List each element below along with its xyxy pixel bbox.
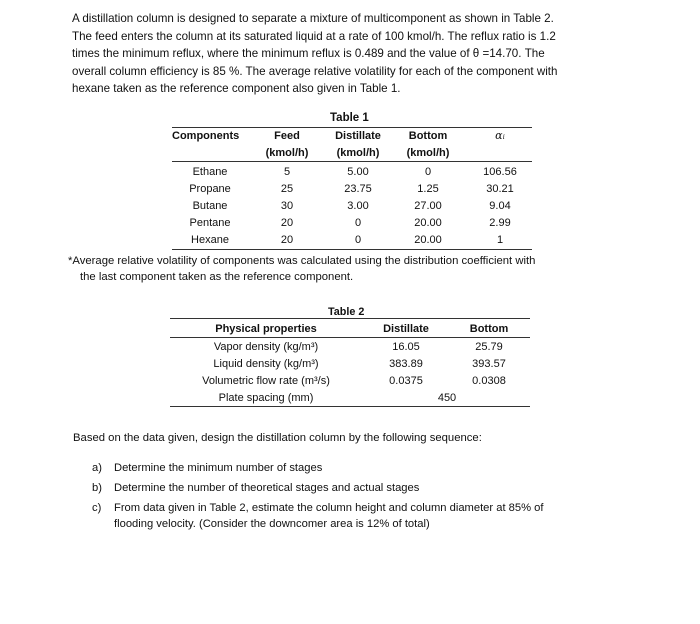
question-text-continued: flooding velocity. (Consider the downcomer area is 12% of total) bbox=[114, 518, 430, 530]
table-2-cell: Plate spacing (mm) bbox=[218, 392, 314, 404]
header-distillate-unit: (kmol/h) bbox=[336, 147, 380, 159]
table-1-cell: 20.00 bbox=[414, 234, 442, 246]
design-intro: Based on the data given, design the distillation column by the following sequence: bbox=[73, 432, 482, 444]
intro-line: hexane taken as the reference component also given in Table 1. bbox=[72, 82, 401, 96]
table-2-cell: 0.0375 bbox=[389, 375, 423, 387]
table-1-cell: 20.00 bbox=[414, 217, 442, 229]
table-1-header-rule bbox=[172, 161, 532, 162]
table-1-cell: 1.25 bbox=[417, 183, 439, 195]
table-1-cell: 5 bbox=[283, 166, 291, 178]
table-1-cell: 5.00 bbox=[347, 166, 369, 178]
table-1-cell: 1 bbox=[496, 234, 504, 246]
intro-line: The feed enters the column at its saturated liquid at a rate of 100 kmol/h. The reflux ratio is 1.2 bbox=[72, 29, 556, 43]
table-1-top-rule bbox=[172, 127, 532, 128]
table-1-cell: Hexane bbox=[191, 234, 229, 246]
table-1-cell: 9.04 bbox=[489, 200, 511, 212]
question-a bbox=[92, 460, 652, 476]
table-1-cell: Pentane bbox=[189, 217, 231, 229]
header-distillate: Distillate bbox=[335, 130, 381, 142]
table-2-cell: 450 bbox=[437, 392, 457, 404]
table-2-bottom-rule bbox=[170, 406, 530, 407]
header-feed: Feed bbox=[274, 130, 300, 142]
question-label: b) bbox=[92, 482, 102, 494]
table-2-title: Table 2 bbox=[328, 306, 365, 318]
question-c bbox=[92, 500, 652, 532]
table-2-cell: 393.57 bbox=[472, 358, 506, 370]
intro-line: overall column efficiency is 85 %. The average relative volatility for each of the component with bbox=[72, 64, 558, 78]
table-1-cell: 20 bbox=[280, 234, 294, 246]
table-2-cell: 0.0308 bbox=[472, 375, 506, 387]
table-1-cell: 20 bbox=[280, 217, 294, 229]
table-2-top-rule bbox=[170, 318, 530, 319]
table-2-header-rule bbox=[170, 337, 530, 338]
question-text: Determine the number of theoretical stages and actual stages bbox=[114, 482, 420, 494]
table-1-footnote bbox=[68, 253, 668, 285]
table-1-cell: 0 bbox=[424, 166, 432, 178]
header-bottom-unit: (kmol/h) bbox=[406, 147, 450, 159]
table-2-cell: 16.05 bbox=[392, 341, 420, 353]
table-1-title: Table 1 bbox=[330, 112, 369, 124]
footnote-line: the last component taken as the reference component. bbox=[80, 271, 354, 283]
header-distillate: Distillate bbox=[383, 323, 429, 335]
table-2-cell: Volumetric flow rate (m³/s) bbox=[202, 375, 330, 387]
question-text: From data given in Table 2, estimate the column height and column diameter at 85% of bbox=[114, 502, 544, 514]
table-1-cell: 3.00 bbox=[347, 200, 369, 212]
question-b bbox=[92, 480, 652, 496]
question-label: a) bbox=[92, 462, 102, 474]
header-bottom: Bottom bbox=[408, 130, 448, 142]
table-1-cell: 23.75 bbox=[344, 183, 372, 195]
question-text: Determine the minimum number of stages bbox=[114, 462, 323, 474]
table-2-cell: Vapor density (kg/m³) bbox=[213, 341, 319, 353]
table-1-cell: 0 bbox=[354, 234, 362, 246]
header-feed-unit: (kmol/h) bbox=[265, 147, 309, 159]
table-1-cell: Ethane bbox=[192, 166, 228, 178]
intro-line: times the minimum reflux, where the minimum reflux is 0.489 and the value of θ =14.70. The bbox=[72, 47, 545, 61]
intro-paragraph bbox=[72, 10, 672, 98]
table-1-cell: 27.00 bbox=[414, 200, 442, 212]
table-1-cell: 30.21 bbox=[486, 183, 514, 195]
table-1-bottom-rule bbox=[172, 249, 532, 250]
footnote-line: *Average relative volatility of components was calculated using the distribution coefficient with bbox=[68, 255, 536, 267]
header-alpha: αᵢ bbox=[495, 129, 505, 142]
table-1-cell: Butane bbox=[192, 200, 228, 212]
table-1-cell: 30 bbox=[280, 200, 294, 212]
table-2-cell: Liquid density (kg/m³) bbox=[213, 358, 319, 370]
header-components: Components bbox=[172, 130, 240, 142]
table-2-cell: 383.89 bbox=[389, 358, 423, 370]
intro-line: A distillation column is designed to separate a mixture of multicomponent as shown in Table 2. bbox=[72, 12, 554, 25]
table-1-cell: Propane bbox=[189, 183, 231, 195]
table-2-cell: 25.79 bbox=[475, 341, 503, 353]
table-1-cell: 0 bbox=[354, 217, 362, 229]
header-bottom: Bottom bbox=[469, 323, 509, 335]
table-1-cell: 2.99 bbox=[489, 217, 511, 229]
header-physical-properties: Physical properties bbox=[215, 323, 317, 335]
question-label: c) bbox=[92, 502, 102, 514]
table-1-cell: 106.56 bbox=[483, 166, 517, 178]
table-1-cell: 25 bbox=[280, 183, 294, 195]
